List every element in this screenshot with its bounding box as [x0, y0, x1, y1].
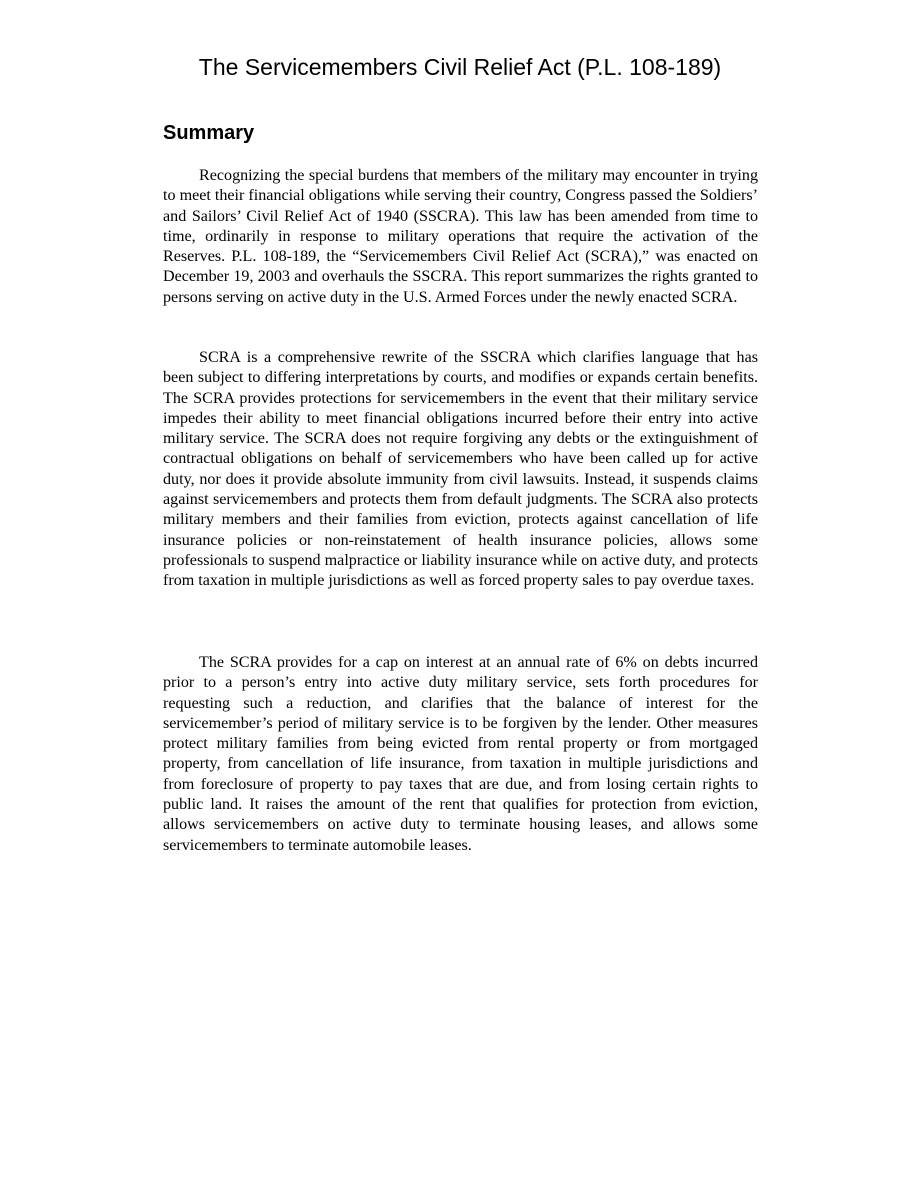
summary-paragraph-1: Recognizing the special burdens that members of the military may encounter in trying to meet their financial obligations while serving their country, Congress passed the Soldiers’ and Sailors’ Civil Relief Act of 1940 (SSCRA). This law has been amended from time to time, ordinarily in response to military operations that require the activation of the Reserves. P.L. 108-189, the “Servicemembers Civil Relief Act (SCRA),” was enacted on December 19, 2003 and overhauls the SSCRA. This report summarizes the rights granted to persons serving on active duty in the U.S. Armed Forces under the newly enacted SCRA. [163, 167, 758, 306]
section-heading-summary: Summary [163, 122, 255, 144]
summary-paragraph-2: SCRA is a comprehensive rewrite of the SSCRA which clarifies language that has been subject to differing interpretations by courts, and modifies or expands certain benefits. The SCRA provides protections for servicemembers in the event that their military service impedes their ability to meet financial obligations incurred before their entry into active military service. The SCRA does not require forgiving any debts or the extinguishment of contractual obligations on behalf of servicemembers who have been called up for active duty, nor does it provide absolute immunity from civil lawsuits. Instead, it suspends claims against servicemembers and protects them from default judgments. The SCRA also protects military members and their families from eviction, protects against cancellation of life insurance policies or non-reinstatement of health insurance policies, allows some professionals to suspend malpractice or liability insurance while on active duty, and protects from taxation in multiple jurisdictions as well as forced property sales to pay overdue taxes. [163, 349, 758, 590]
document-title: The Servicemembers Civil Relief Act (P.L. 108-189) [198, 54, 722, 80]
summary-paragraph-3: The SCRA provides for a cap on interest at an annual rate of 6% on debts incurred prior to a person’s entry into active duty military service, sets forth procedures for requesting such a reduction, and clarifies that the balance of interest for the servicemember’s period of military service is to be forgiven by the lender. Other measures protect military families from being evicted from rental property or from mortgaged property, from cancellation of life insurance, from taxation in multiple jurisdictions and from foreclosure of property to pay taxes that are due, and from losing certain rights to public land. It raises the amount of the rent that qualifies for protection from eviction, allows servicemembers on active duty to terminate housing leases, and allows some servicemembers to terminate automobile leases. [163, 654, 758, 854]
